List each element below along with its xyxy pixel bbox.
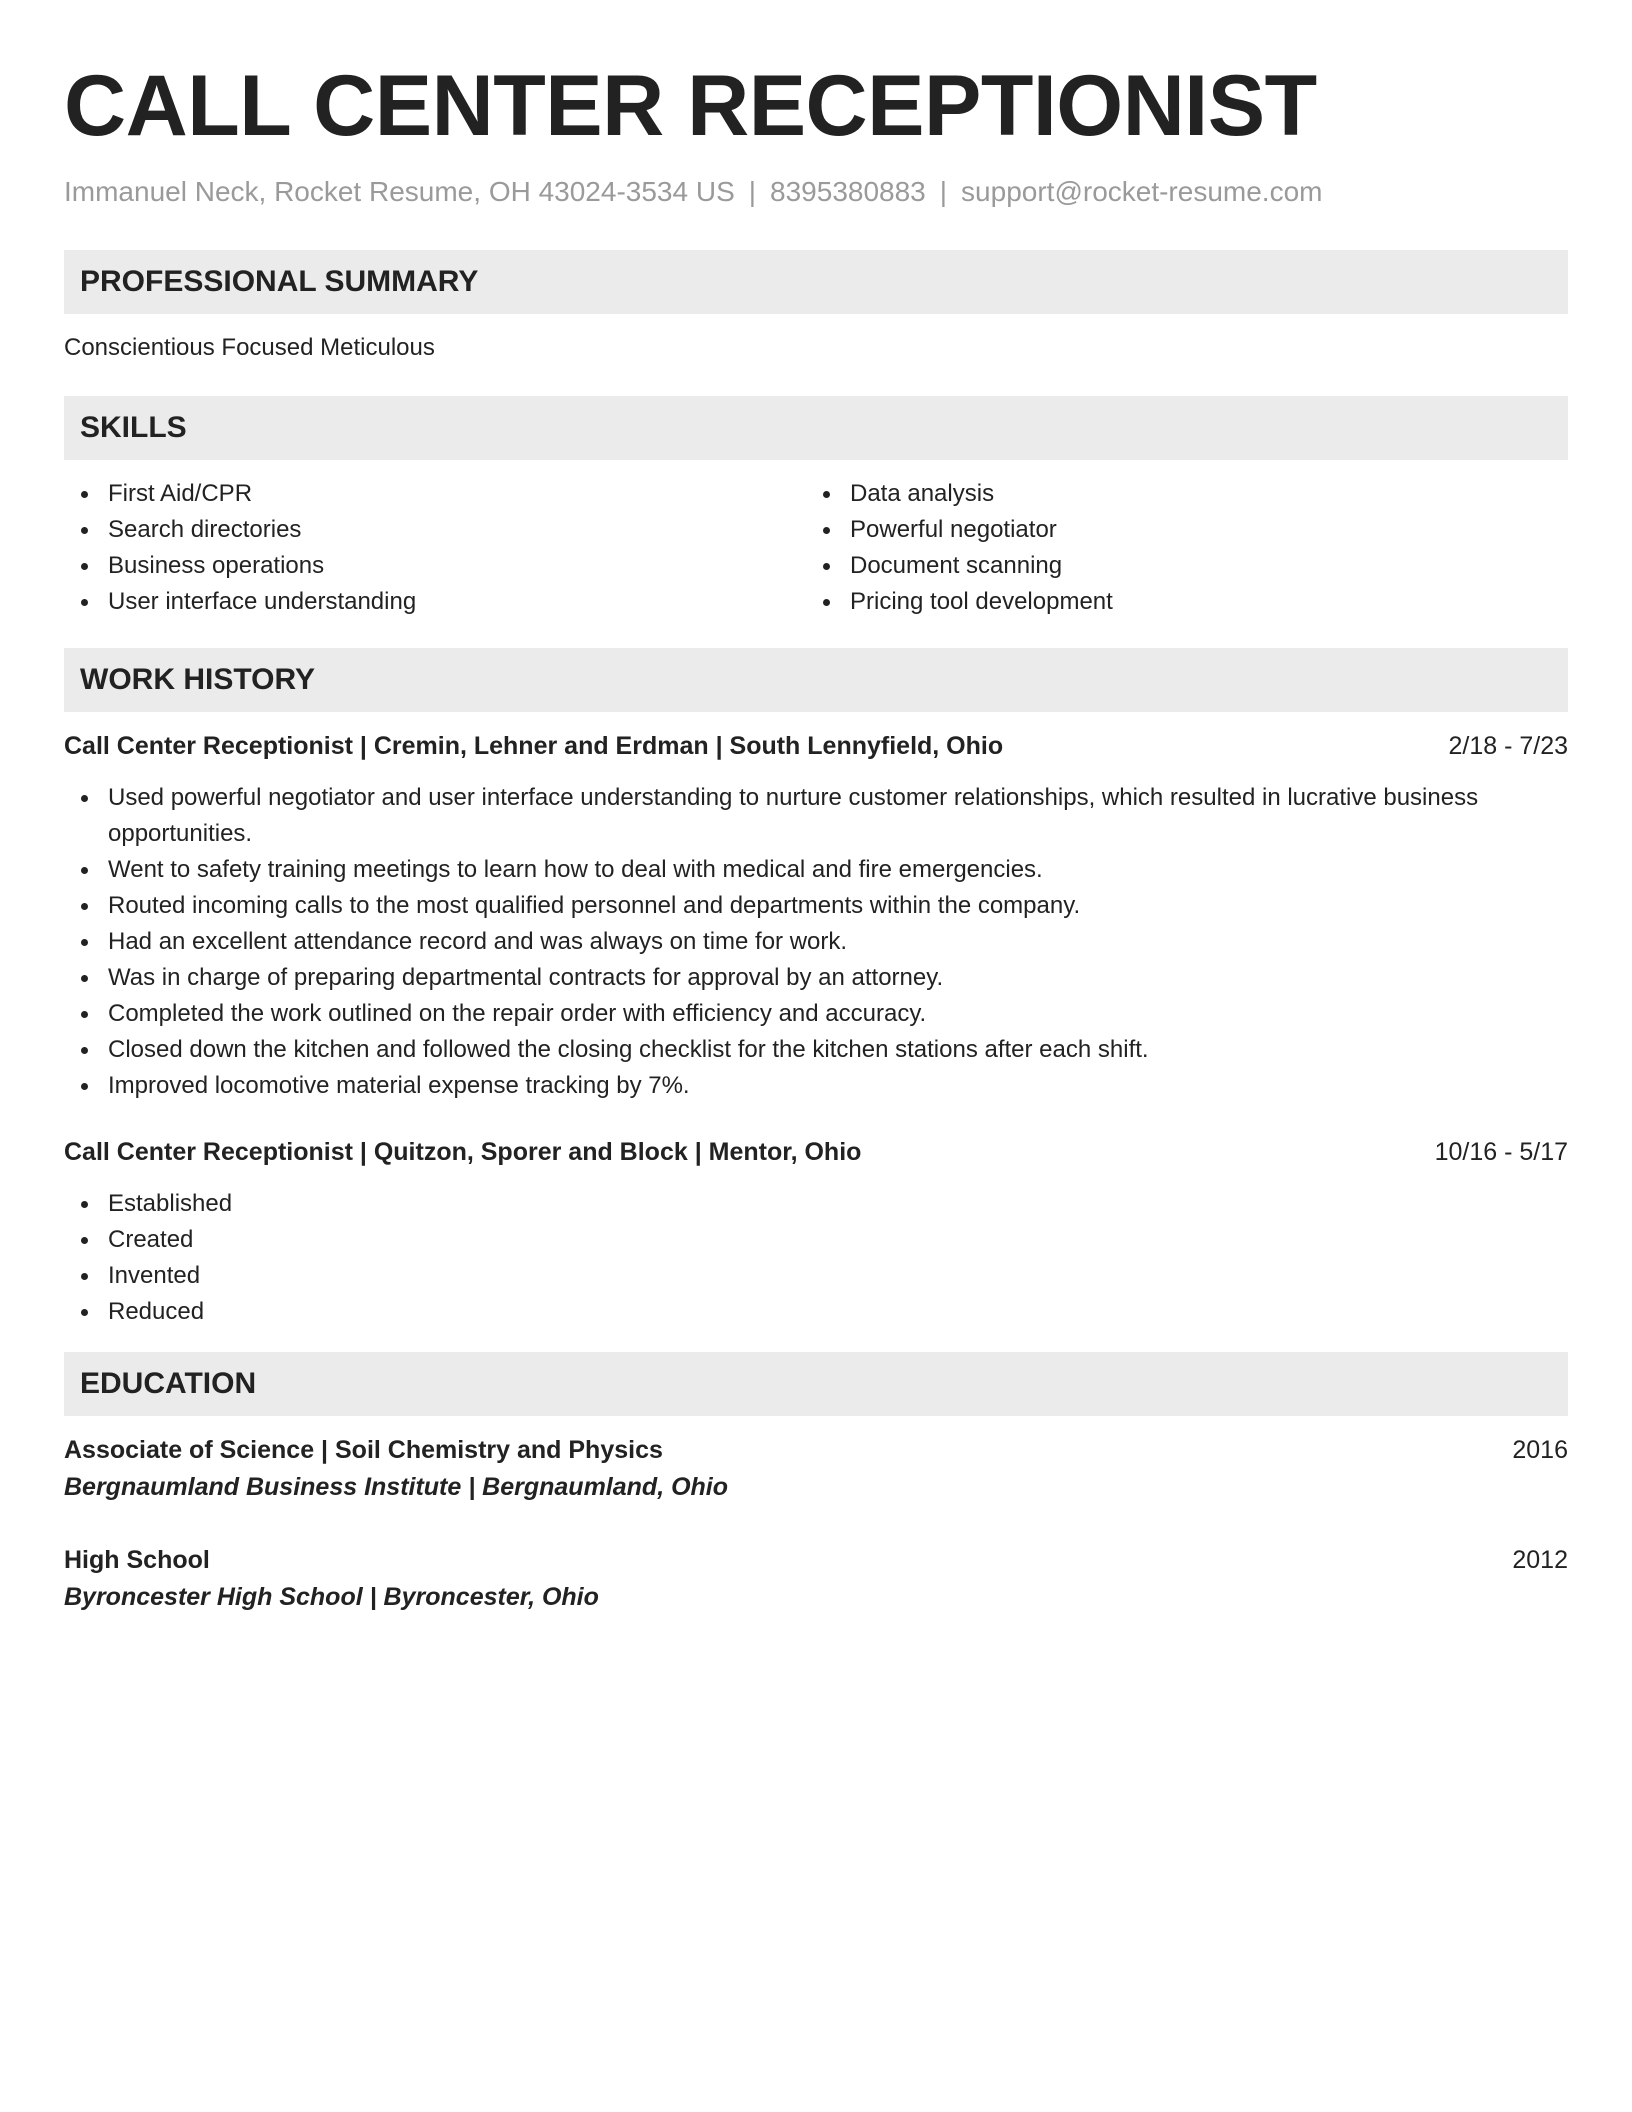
job-bullet: Reduced	[64, 1294, 1568, 1330]
contact-address: Immanuel Neck, Rocket Resume, OH 43024-3534 US	[64, 176, 735, 207]
education-entry	[64, 1432, 1568, 1506]
education-degree: High School	[64, 1546, 210, 1574]
job-bullet: Created	[64, 1222, 1568, 1258]
contact-line	[64, 174, 1568, 210]
education-header	[64, 1542, 1568, 1578]
skills-heading: SKILLS	[64, 396, 1568, 460]
summary-text: Conscientious Focused Meticulous	[64, 334, 435, 361]
skill-item: Pricing tool development	[806, 584, 1548, 620]
job-dates: 2/18 - 7/23	[1448, 732, 1568, 760]
job-bullet: Invented	[64, 1258, 1568, 1294]
education-degree: Associate of Science | Soil Chemistry and Physics	[64, 1436, 663, 1464]
skill-item: Powerful negotiator	[806, 512, 1548, 548]
contact-separator: |	[939, 176, 948, 207]
education-header	[64, 1432, 1568, 1468]
job-bullet: Established	[64, 1186, 1568, 1222]
job-bullet: Completed the work outlined on the repair order with efficiency and accuracy.	[64, 996, 1568, 1032]
skill-item: Search directories	[64, 512, 806, 548]
skill-item: Document scanning	[806, 548, 1548, 584]
job-bullet: Had an excellent attendance record and was always on time for work.	[64, 924, 1568, 960]
resume-title: CALL CENTER RECEPTIONIST	[64, 58, 1317, 154]
job-bullets	[64, 780, 1568, 1104]
job-title: Call Center Receptionist | Cremin, Lehner and Erdman | South Lennyfield, Ohio	[64, 732, 1004, 760]
job-header	[64, 728, 1568, 764]
skill-item: Business operations	[64, 548, 806, 584]
skills-list	[64, 476, 1568, 620]
skill-item: User interface understanding	[64, 584, 806, 620]
contact-email: support@rocket-resume.com	[961, 176, 1323, 207]
job-dates: 10/16 - 5/17	[1434, 1138, 1568, 1166]
job-bullet: Was in charge of preparing departmental contracts for approval by an attorney.	[64, 960, 1568, 996]
skills-column-left	[64, 476, 806, 620]
job-bullet: Routed incoming calls to the most qualified personnel and departments within the company.	[64, 888, 1568, 924]
job-title: Call Center Receptionist | Quitzon, Sporer and Block | Mentor, Ohio	[64, 1138, 862, 1166]
job-entry	[64, 1134, 1568, 1330]
skills-column-right	[806, 476, 1548, 620]
education-entry	[64, 1542, 1568, 1616]
job-bullet: Closed down the kitchen and followed the closing checklist for the kitchen stations after each shift.	[64, 1032, 1568, 1068]
education-year: 2016	[1512, 1436, 1568, 1464]
contact-separator: |	[748, 176, 757, 207]
summary-heading: PROFESSIONAL SUMMARY	[64, 250, 1568, 314]
skill-item: Data analysis	[806, 476, 1548, 512]
job-entry	[64, 728, 1568, 1104]
education-school: Bergnaumland Business Institute | Bergnaumland, Ohio	[64, 1473, 729, 1501]
education-school: Byroncester High School | Byroncester, Ohio	[64, 1583, 599, 1611]
job-header	[64, 1134, 1568, 1170]
job-bullet: Improved locomotive material expense tracking by 7%.	[64, 1068, 1568, 1104]
work-history-heading: WORK HISTORY	[64, 648, 1568, 712]
job-bullet: Went to safety training meetings to learn how to deal with medical and fire emergencies.	[64, 852, 1568, 888]
contact-phone: 8395380883	[770, 176, 926, 207]
job-bullet: Used powerful negotiator and user interface understanding to nurture customer relationships, which resulted in lucrative business opportunities.	[64, 780, 1568, 852]
education-heading: EDUCATION	[64, 1352, 1568, 1416]
education-year: 2012	[1512, 1546, 1568, 1574]
job-bullets	[64, 1186, 1568, 1330]
skill-item: First Aid/CPR	[64, 476, 806, 512]
